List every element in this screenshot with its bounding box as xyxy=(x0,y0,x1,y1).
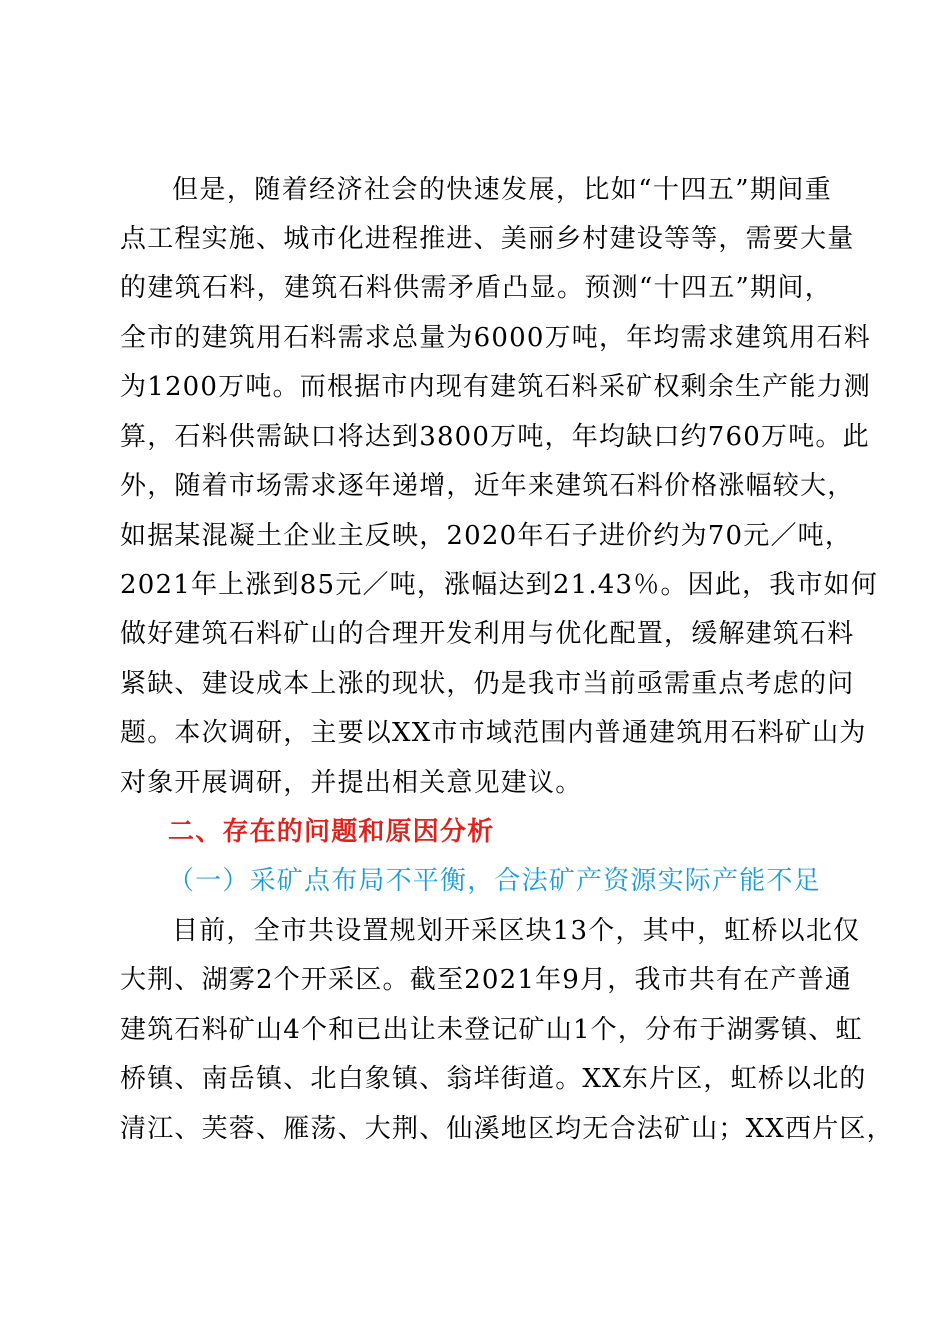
paragraph1-line-13: 对象开展调研，并提出相关意见建议。 xyxy=(120,768,583,798)
paragraph1-line-5: 为1200万吨。而根据市内现有建筑石料采矿权剩余生产能力测 xyxy=(120,372,871,402)
paragraph2-line-2: 大荆、湖雾2个开采区。截至2021年9月，我市共有在产普通 xyxy=(120,965,853,995)
paragraph1-line-12: 题。本次调研，主要以XX市市域范围内普通建筑用石料矿山为 xyxy=(120,718,867,748)
paragraph2-line-3: 建筑石料矿山4个和已出让未登记矿山1个，分布于湖雾镇、虹 xyxy=(120,1015,863,1045)
paragraph1-line-3: 的建筑石料，建筑石料供需矛盾凸显。预测“十四五”期间， xyxy=(120,273,832,303)
subsection-heading: （一）采矿点布局不平衡，合法矿产资源实际产能不足 xyxy=(168,866,821,896)
paragraph1-line-11: 紧缺、建设成本上涨的现状，仍是我市当前亟需重点考虑的问 xyxy=(120,669,855,699)
paragraph2-line-5: 清江、芙蓉、雁荡、大荆、仙溪地区均无合法矿山；XX西片区， xyxy=(120,1114,894,1144)
paragraph1-line-8: 如据某混凝土企业主反映，2020年石子进价约为70元／吨， xyxy=(120,521,853,551)
paragraph2-line-1: 目前，全市共设置规划开采区块13个，其中，虹桥以北仅 xyxy=(172,916,861,946)
paragraph1-line-10: 做好建筑石料矿山的合理开发利用与优化配置，缓解建筑石料 xyxy=(120,619,855,649)
paragraph1-line-1: 但是，随着经济社会的快速发展，比如“十四五”期间重 xyxy=(172,175,832,205)
paragraph1-line-7: 外，随着市场需求逐年递增，近年来建筑石料价格涨幅较大， xyxy=(120,471,855,501)
paragraph1-line-4: 全市的建筑用石料需求总量为6000万吨，年均需求建筑用石料 xyxy=(120,323,871,353)
section-heading: 二、存在的问题和原因分析 xyxy=(168,817,495,847)
paragraph1-line-2: 点工程实施、城市化进程推进、美丽乡村建设等等，需要大量 xyxy=(120,224,855,254)
paragraph1-line-9: 2021年上涨到85元／吨，涨幅达到21.43％。因此，我市如何 xyxy=(120,570,879,600)
paragraph2-line-4: 桥镇、南岳镇、北白象镇、翁垟街道。XX东片区，虹桥以北的 xyxy=(120,1064,867,1094)
paragraph1-line-6: 算，石料供需缺口将达到3800万吨，年均缺口约760万吨。此 xyxy=(120,422,870,452)
